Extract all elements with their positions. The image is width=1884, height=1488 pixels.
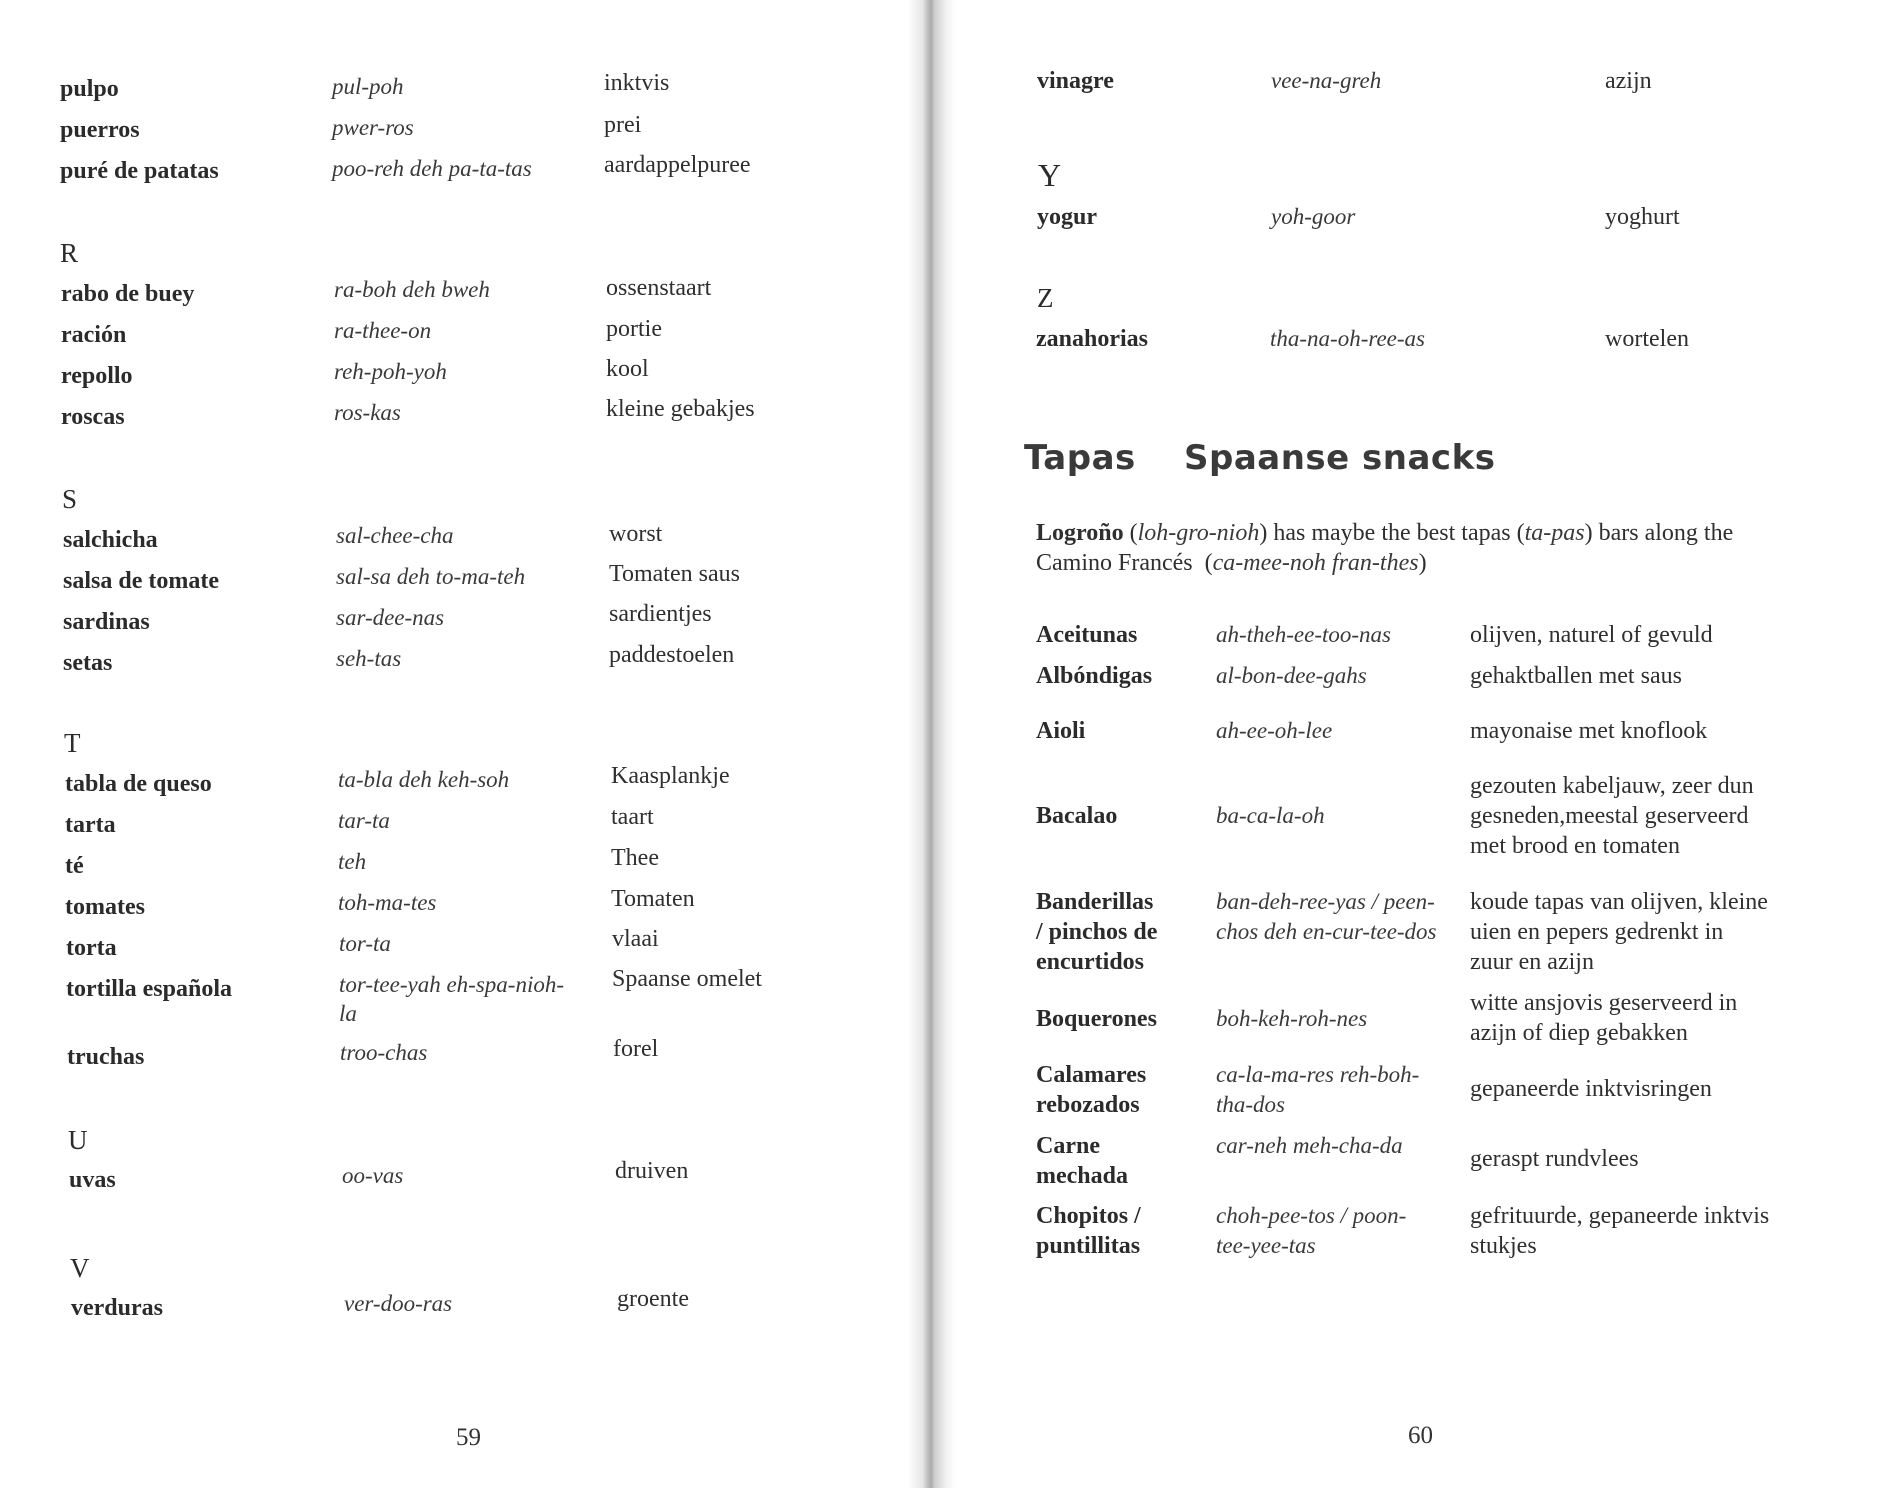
entry-pron: pul-poh <box>332 74 404 99</box>
entry-es: puré de patatas <box>60 158 219 184</box>
section-letter: U <box>68 1125 88 1155</box>
entry-nl: taart <box>611 804 654 830</box>
entry-nl: aardappelpuree <box>604 152 751 178</box>
tapas-nl: uien en pepers gedrenkt in <box>1470 919 1724 945</box>
entry-nl: vlaai <box>612 926 659 952</box>
entry-es: salsa de tomate <box>63 568 219 594</box>
tapas-pron: chos deh en-cur-tee-dos <box>1216 919 1437 944</box>
entry-pron: tar-ta <box>338 808 390 833</box>
entry-nl: inktvis <box>604 70 670 96</box>
entry-nl: ossenstaart <box>606 275 712 301</box>
entry-es: verduras <box>71 1295 163 1321</box>
entry-nl: Tomaten saus <box>609 561 740 587</box>
entry-es: truchas <box>67 1044 145 1070</box>
tapas-nl: geraspt rundvlees <box>1470 1146 1639 1172</box>
entry-pron: poo-reh deh pa-ta-tas <box>332 156 532 181</box>
entry-nl: Spaanse omelet <box>612 966 762 992</box>
tapas-nl: azijn of diep gebakken <box>1470 1020 1688 1046</box>
page-number: 59 <box>456 1424 481 1451</box>
tapas-es: Banderillas <box>1036 889 1154 915</box>
tapas-es: puntillitas <box>1036 1233 1141 1259</box>
section-letter: V <box>70 1253 90 1283</box>
entry-nl: paddestoelen <box>609 642 735 668</box>
intro-paragraph: Logroño (loh-gro-nioh) has maybe the best tapas (ta-pas) bars along the Camino Francés (ca-mee-noh fran-thes) <box>1036 520 1734 576</box>
entry-pron: vee-na-greh <box>1271 68 1382 93</box>
entry-nl: yoghurt <box>1605 204 1680 230</box>
entry-es: torta <box>66 935 117 961</box>
entry-es: roscas <box>61 404 125 430</box>
entry-pron: yoh-goor <box>1271 204 1356 229</box>
tapas-nl: witte ansjovis geserveerd in <box>1470 990 1738 1016</box>
entry-es: tabla de queso <box>65 771 212 797</box>
tapas-nl: koude tapas van olijven, kleine <box>1470 889 1768 915</box>
entry-pron: ros-kas <box>334 400 401 425</box>
entry-nl: Thee <box>611 845 659 871</box>
entry-pron: sal-chee-cha <box>336 523 454 548</box>
entry-es: tomates <box>65 894 145 920</box>
intro-text: bars along the <box>1598 520 1734 546</box>
entry-pron: tor-ta <box>339 931 391 956</box>
intro-place-pron: loh-gro-nioh <box>1137 520 1260 546</box>
section-letter: S <box>62 484 78 514</box>
entry-pron: ra-thee-on <box>334 318 432 343</box>
entry-pron: reh-poh-yoh <box>334 359 447 384</box>
section-letter: Y <box>1038 157 1062 193</box>
entry-es: sardinas <box>63 609 150 635</box>
entry-pron: toh-ma-tes <box>338 890 437 915</box>
entry-es: repollo <box>61 363 133 389</box>
entry-nl: forel <box>613 1036 659 1062</box>
tapas-pron: tha-dos <box>1216 1092 1285 1117</box>
tapas-es: rebozados <box>1036 1092 1140 1118</box>
tapas-nl: gezouten kabeljauw, zeer dun <box>1470 773 1754 799</box>
tapas-pron: ah-ee-oh-lee <box>1216 718 1333 743</box>
entry-es: puerros <box>60 117 140 143</box>
entry-pron: pwer-ros <box>332 115 414 140</box>
entry-nl: Kaasplankje <box>611 763 730 789</box>
entry-nl: worst <box>609 521 663 547</box>
entry-nl: sardientjes <box>609 601 712 627</box>
tapas-es: Chopitos / <box>1036 1203 1141 1229</box>
tapas-pron: tee-yee-tas <box>1216 1233 1316 1258</box>
entry-es: vinagre <box>1037 68 1114 94</box>
tapas-pron: boh-keh-roh-nes <box>1216 1006 1368 1031</box>
intro-route-pron: ca-mee-noh fran-thes <box>1212 550 1419 576</box>
entry-es: pulpo <box>60 76 119 102</box>
tapas-pron: ban-deh-ree-yas / peen- <box>1216 889 1435 914</box>
entry-es: yogur <box>1037 204 1097 230</box>
tapas-es: mechada <box>1036 1163 1128 1189</box>
tapas-es: Calamares <box>1036 1062 1147 1088</box>
entry-es: tarta <box>65 812 116 838</box>
entry-nl: kleine gebakjes <box>606 396 755 422</box>
tapas-nl: gepaneerde inktvisringen <box>1470 1076 1712 1102</box>
entry-pron: sal-sa deh to-ma-teh <box>336 564 526 589</box>
tapas-nl: gesneden,meestal geserveerd <box>1470 803 1749 829</box>
section-heading-tapas: Tapas <box>1024 438 1136 478</box>
entry-es: setas <box>63 650 113 676</box>
tapas-nl: zuur en azijn <box>1470 949 1594 975</box>
entry-nl: wortelen <box>1605 326 1689 352</box>
tapas-nl: olijven, naturel of gevuld <box>1470 622 1713 648</box>
tapas-nl: stukjes <box>1470 1233 1537 1259</box>
page-left <box>0 0 932 1488</box>
tapas-nl: gehaktballen met saus <box>1470 663 1682 689</box>
tapas-pron: ba-ca-la-oh <box>1216 803 1325 828</box>
section-letter: T <box>64 728 81 758</box>
entry-pron: ra-boh deh bweh <box>334 277 490 302</box>
section-letter: Z <box>1037 283 1054 313</box>
entry-es: salchicha <box>63 527 158 553</box>
page-number: 60 <box>1408 1422 1433 1449</box>
entry-pron: tha-na-oh-ree-as <box>1270 326 1425 351</box>
tapas-pron: ca-la-ma-res reh-boh- <box>1216 1062 1420 1087</box>
tapas-es: / pinchos de <box>1036 919 1158 945</box>
page-right <box>948 0 1884 1488</box>
intro-place: Logroño <box>1036 520 1124 546</box>
entry-pron: sar-dee-nas <box>336 605 445 630</box>
tapas-es: Carne <box>1036 1133 1100 1159</box>
entry-es: tortilla española <box>66 976 232 1002</box>
tapas-pron: car-neh meh-cha-da <box>1216 1133 1403 1158</box>
entry-pron: teh <box>338 849 367 874</box>
tapas-es: Bacalao <box>1036 803 1118 829</box>
tapas-nl: met brood en tomaten <box>1470 833 1680 859</box>
tapas-pron: choh-pee-tos / poon- <box>1216 1203 1407 1228</box>
entry-nl: kool <box>606 356 649 382</box>
entry-pron: seh-tas <box>336 646 402 671</box>
tapas-nl: gefrituurde, gepaneerde inktvis <box>1470 1203 1770 1229</box>
section-letter: R <box>60 238 79 268</box>
entry-es: uvas <box>69 1167 116 1193</box>
entry-es: rabo de buey <box>61 281 195 307</box>
section-heading-snacks: Spaanse snacks <box>1184 438 1496 478</box>
entry-pron: tor-tee-yah eh-spa-nioh- <box>339 972 564 997</box>
tapas-nl: mayonaise met knoflook <box>1470 718 1708 744</box>
intro-route: Camino Francés <box>1036 550 1193 576</box>
entry-pron: ta-bla deh keh-soh <box>338 767 510 792</box>
intro-text: has maybe the best tapas <box>1273 520 1511 546</box>
tapas-pron: ah-theh-ee-too-nas <box>1216 622 1391 647</box>
intro-tapas-pron: ta-pas <box>1524 520 1585 546</box>
entry-pron-continued: la <box>339 1001 357 1026</box>
tapas-es: Albóndigas <box>1036 663 1153 689</box>
tapas-es: Boquerones <box>1036 1006 1157 1032</box>
entry-pron: ver-doo-ras <box>344 1291 453 1316</box>
entry-pron: oo-vas <box>342 1163 404 1188</box>
entry-nl: prei <box>604 112 642 138</box>
entry-es: té <box>65 853 84 879</box>
entry-nl: azijn <box>1605 68 1652 94</box>
tapas-es: encurtidos <box>1036 949 1144 975</box>
entry-pron: troo-chas <box>340 1040 428 1065</box>
entry-nl: portie <box>606 316 662 342</box>
entry-nl: groente <box>617 1286 689 1312</box>
entry-nl: Tomaten <box>611 886 695 912</box>
tapas-pron: al-bon-dee-gahs <box>1216 663 1367 688</box>
entry-es: zanahorias <box>1036 326 1149 352</box>
tapas-es: Aioli <box>1036 718 1086 744</box>
entry-nl: druiven <box>615 1158 689 1184</box>
tapas-es: Aceitunas <box>1036 622 1138 648</box>
entry-es: ración <box>61 322 127 348</box>
